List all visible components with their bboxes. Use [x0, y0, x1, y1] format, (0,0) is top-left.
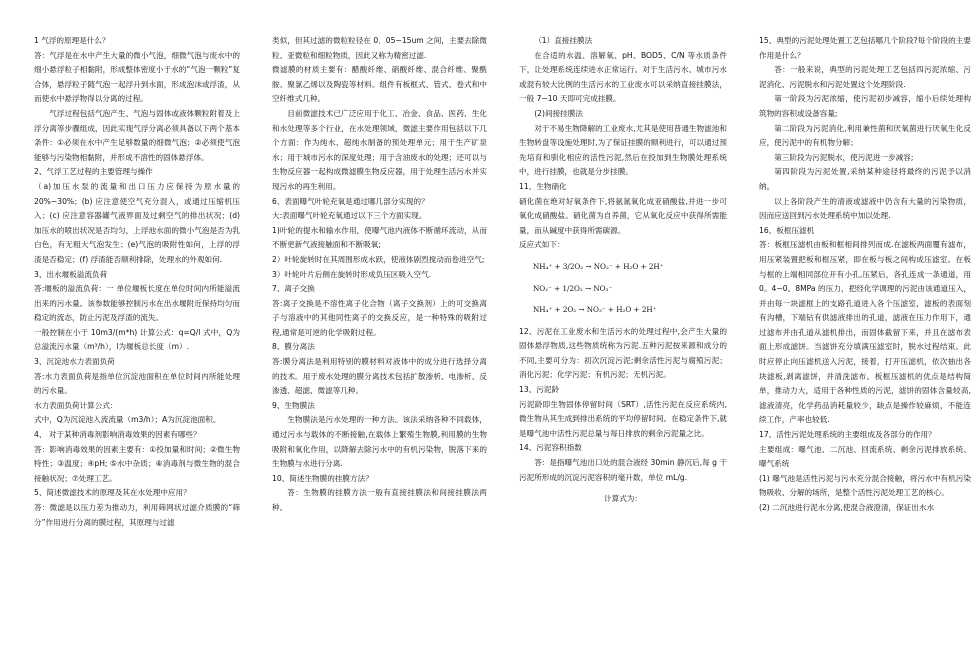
reaction-equation: NH₄⁺ + 2O₂ → NO₃⁻ + H₂O + 2H⁺	[533, 305, 657, 315]
list-item: 第三阶段为污泥脱水，使污泥进一步减容;	[774, 152, 914, 162]
question-heading: 11、生物硝化	[519, 181, 567, 191]
spacer	[519, 275, 727, 282]
paragraph: 在合适的水温、溶解氧、pH、BOD5、C/N 等水质条件下，让处理系统连续进水正常运行。对于生活污水、城市污水或混有较大比例的生活污水的工业废水可以采纳直接挂膜法，一般 7~10 天即可完成挂膜。	[519, 50, 727, 104]
answer-paragraph: 答：是指曝气池出口处的混合液经 30min 静沉后,每 g 干污泥所形成的沉淀污泥容积的毫升数，单位 mL/g.	[519, 458, 727, 482]
paragraph: 污泥龄即生物固体停留时间（SRT）,活性污泥在反应系统内,微生物从其生成到排出系统的平均停留时间。在稳定条件下,就是曝气池中活性污泥总量与每日排放的剩余污泥量之比。	[519, 399, 727, 438]
paragraph: （a)加压水泵的流量和出口压力应保持为原水量的20%~30%；(b) 应注意使空气充分混入，或通过压缩机压入；(c) 应注意容器罐气液界面及过剩空气的排出状况；(d) 加压水的喷出状况是否均匀，上浮池水面的微小气泡是否为乳白色，有无粗大气泡发生；(e)气泡的吸附性如何，上浮的浮渣是否稳定；(f) 浮渣能否顺利排除，处理水的外观如何.	[34, 181, 240, 264]
answer-paragraph: 答:水力表面负荷是指单位沉淀池面积在单位时间内所能处理的污水量。	[34, 371, 240, 396]
answer-paragraph: 答：生物膜的挂膜方法一般有直接挂膜法和间接挂膜法两种。	[272, 488, 487, 512]
question-heading: 15、典型的污泥处理处置工艺包括哪几个阶段?每个阶段的主要作用是什么？	[759, 36, 971, 60]
paragraph: 以上各阶段产生的清液或滤液中仍含有大量的污染物质，因而应送回到污水处理系统中加以处理.	[759, 196, 971, 221]
reaction-equation: NH₄⁺ + 3/2O₂ → NO₂⁻ + H₂O + 2H⁺	[533, 261, 664, 271]
question-heading: 14、污泥容积指数	[519, 443, 582, 453]
list-item: 第四阶段为污泥处置,采纳某种途径将最终的污泥予以消纳。	[759, 167, 971, 191]
list-item: (2) 二沉池进行泥水分离,使混合液澄清，保证出水水	[759, 503, 935, 512]
list-item: 2）叶轮旋转时在其周围形成水跃，使液体剧烈搅动而卷进空气;	[272, 254, 485, 264]
list-item: 第一阶段为污泥浓缩，使污泥初步减容，缩小后续处理构筑物的容积或设备容量;	[759, 94, 971, 118]
list-item: 3）叶轮叶片后侧在旋转时形成负压区吸入空气.	[272, 269, 432, 279]
column-1	[34, 34, 240, 672]
answer-paragraph: 答：一般来说，典型的污泥处理工艺包括四污泥浓缩、污泥消化、污泥脱水和污泥处置这个处理阶段.	[759, 65, 971, 89]
paragraph: 微滤膜的材质主要有：醋酸纤维、硝酸纤维、混合纤维、聚酰胺、聚氯乙烯以及陶瓷等材料。组件有板框式、管式、卷式和中空纤维式几种。	[272, 65, 487, 104]
question-heading: 8、膜分离法	[272, 342, 315, 352]
question-heading: 6、表面曝气叶轮充氧是通过哪几部分实现的？	[272, 196, 429, 206]
paragraph: 一般控制在小于 10m3/(m*h) 计算公式：q=Q/l 式中，Q为总溢流污水量（m³/h），l为堰板总长度（m）.	[34, 327, 240, 352]
answer-paragraph: 答:膜分离法是利用特别的膜材料对液体中的成分进行选择分离的技术。用于废水处理的膜分离技术包括扩散渗析、电渗析、反渗透、超滤、微滤等几种。	[272, 357, 487, 396]
answer-paragraph: 答：板框压滤机由板和框相间排列而成.在滤板两面覆有滤布，用压紧装置把板和框压紧，即在板与板之间构成压滤室。在板与框的上端相同部位开有小孔,压紧后，各孔连成一条通道，用 0。4~0。8MPa 的压力，把经化学调理的污泥由该通道压入，并由每一块滤框上的支路孔道进入各个压滤室，滤板的表面刻有沟槽，下端钻有供滤液排出的孔道，滤液在压力作用下，通过滤布并由孔道从滤机排出，而固体截留下来，并且在滤布表面上形成滤饼。当滤饼充分填满压滤室时，脱水过程结束。此时应停止向压滤机送入污泥，接着，打开压滤机，依次抽出各块滤板,剥离滤饼，并清洗滤布。板框压滤机的优点是结构简单，推动力大，适用于各种性质的污泥，滤饼的固体含量较高,滤液清亮，化学药品消耗量较少，缺点是操作较麻烦，不能连续工作，产率也较低.	[759, 240, 971, 425]
question-heading: 13、污泥龄	[519, 385, 560, 395]
question-heading: 17、活性污泥处理系统的主要组成及各部分的作用？	[759, 430, 936, 440]
paragraph: 目前微滤技术已广泛应用于化工、冶金、食品、医药、生化和水处理等多个行业，在水处理领域，微滤主要作用包括以下几个方面：作为纯水、超纯水制备的预处理单元；用于生产矿泉水；用于城市污水的深度处理；用于含油废水的处理；还可以与生物反应器一起构成微滤膜生物反应器，用于处理生活污水并实现污水的再生利用。	[272, 108, 487, 191]
answer-paragraph: 答：微滤是以压力差为推动力，利用筛网状过滤介质膜的“筛分”作用进行分离的膜过程，其原理与过滤	[34, 503, 240, 527]
spacer	[519, 296, 727, 303]
question-heading: 5、简述微滤技术的原理及其在水处理中应用？	[34, 488, 191, 498]
paragraph: 硝化菌在绝对好氧条件下,将氨氮氧化成亚硝酸盐,并进一步可氧化成硝酸盐。硝化菌为自养菌，它从氧化反应中获得所需能量，而从碱度中获得所需碳源。	[519, 196, 727, 235]
paragraph: 式中，Q为沉淀池入流流量（m3/h）；A为沉淀池面积。	[34, 415, 221, 425]
question-heading: 9、生物膜法	[272, 400, 315, 410]
question-heading: 10、简述生物膜的挂膜方法？	[272, 473, 373, 483]
answer-paragraph: 答:堰板的溢流负荷：一 单位堰板长度在单位时间内所能溢流出来的污水量。该参数能够控制污水在出水堰附近保持均匀而稳定的流态，防止污泥及浮渣的流失。	[34, 284, 240, 323]
sub-heading: (2)间接挂膜法	[534, 108, 583, 118]
question-heading: 3、沉淀池水力表面负荷	[34, 357, 115, 367]
paragraph: 水力表面负荷计算公式：	[34, 400, 118, 410]
paragraph: 类似，但其过滤的微粒粒径在 0．05~15um 之间，主要去除微粒、亚微粒和细粒物质，因此又称为精密过滤.	[272, 36, 487, 60]
paragraph: 对于不易生物降解的工业废水,尤其是使用普通生物滤池和生物转盘等设施处理时,为了保证挂膜的顺利进行，可以通过预先培育和驯化相应的活性污泥,然后在投加到生物膜处理系统中，进行挂膜，也就是分步挂膜。	[519, 123, 727, 177]
paragraph: 气浮过程包括气泡产生、气泡与固体或液体颗粒附着及上浮分离等步骤组成，因此实现气浮分离必须具备以下两个基本条件：①必须在水中产生足够数量的细微气泡；②必须使气泡能够与污染物相黏附，并形成不溶性的固体悬浮体。	[34, 108, 240, 162]
column-3	[519, 34, 727, 672]
spacer	[519, 318, 727, 325]
answer-paragraph: 答:离子交换是不溶性离子化合物（离子交换剂）上的可交换离子与溶液中的其他同性离子的交换反应，是一种特殊的吸附过程,通常是可逆的化学吸附过程。	[272, 298, 487, 337]
paragraph: 计算式为：	[604, 494, 642, 504]
paragraph: 生物膜法是污水处理的一种方法。该法采纳各种不同载体，通过污水与载体的不断接触,在载体上繁殖生物膜,利用膜的生物吸附和氧化作用，以降解去除污水中的有机污染物，脱落下来的生物膜与水进行分离.	[272, 415, 487, 469]
question-heading: 16、板框压滤机	[759, 225, 815, 235]
sub-heading: （1）直接挂膜法	[534, 36, 593, 45]
answer-paragraph: 大:表面曝气叶轮充氧通过以下三个方面实现。	[272, 211, 427, 221]
paragraph: 12、污泥在工业废水和生活污水的处理过程中,会产生大量的固体悬浮物质,这些物质统称为污泥.五种污泥按来源和成分的不同,主要可分为：初次沉淀污泥;剩余活性污泥与腐殖污泥；消化污泥；化学污泥；有机污泥；无机污泥。	[519, 326, 727, 380]
answer-paragraph: 答：气浮是在水中产生大量的微小气泡，细微气泡与废水中的细小悬浮粒子相黏附，形成整体密度小于水的“气泡一颗粒”复合体，悬浮粒子随气泡一起浮升到水面，形成泡沫或浮渣，从而使水中悬浮物得以分离的过程。	[34, 50, 240, 104]
list-item: (1) 曝气池是活性污泥与污水充分混合接触，将污水中有机污染物吸收、分解的场所，是整个活性污泥处理工艺的核心。	[759, 473, 971, 498]
question-heading: 3、出水堰板溢流负荷	[34, 269, 108, 279]
list-item: 1)叶轮的提水和输水作用，使曝气池内液体不断循环流动，从而不断更新气液接触面和不断吸氧;	[272, 225, 487, 250]
paragraph: 主要组成：曝气池、二沉池、回流系统、剩余污泥排放系统、曝气系统	[759, 444, 971, 469]
spacer	[519, 485, 727, 492]
list-item: 第二阶段为污泥消化,利用兼性菌和厌氧菌进行厌氧生化反应，使污泥中的有机物分解；	[759, 123, 971, 148]
paragraph: 反应式如下：	[519, 240, 565, 250]
question-heading: 4、 对于某种消毒剂影响消毒效果的因素有哪些？	[34, 430, 201, 440]
question-heading: 7、离子交换	[272, 284, 315, 294]
reaction-equation: NO₂⁻ + 1/2O₂ → NO₃⁻	[533, 283, 613, 293]
question-heading: 2、气浮工艺过程的主要管理与操作	[34, 167, 153, 177]
question-heading: 1 气浮的原理是什么？	[34, 36, 110, 45]
answer-paragraph: 答：影响消毒效果的因素主要有：①投加量和时间；②微生物特性；③温度；④pH; ⑤水中杂质；⑥消毒剂与微生物的混合接触状况；⑦处理工艺。	[34, 444, 240, 483]
column-4	[759, 34, 971, 672]
column-2	[272, 34, 487, 672]
spacer	[519, 253, 727, 260]
